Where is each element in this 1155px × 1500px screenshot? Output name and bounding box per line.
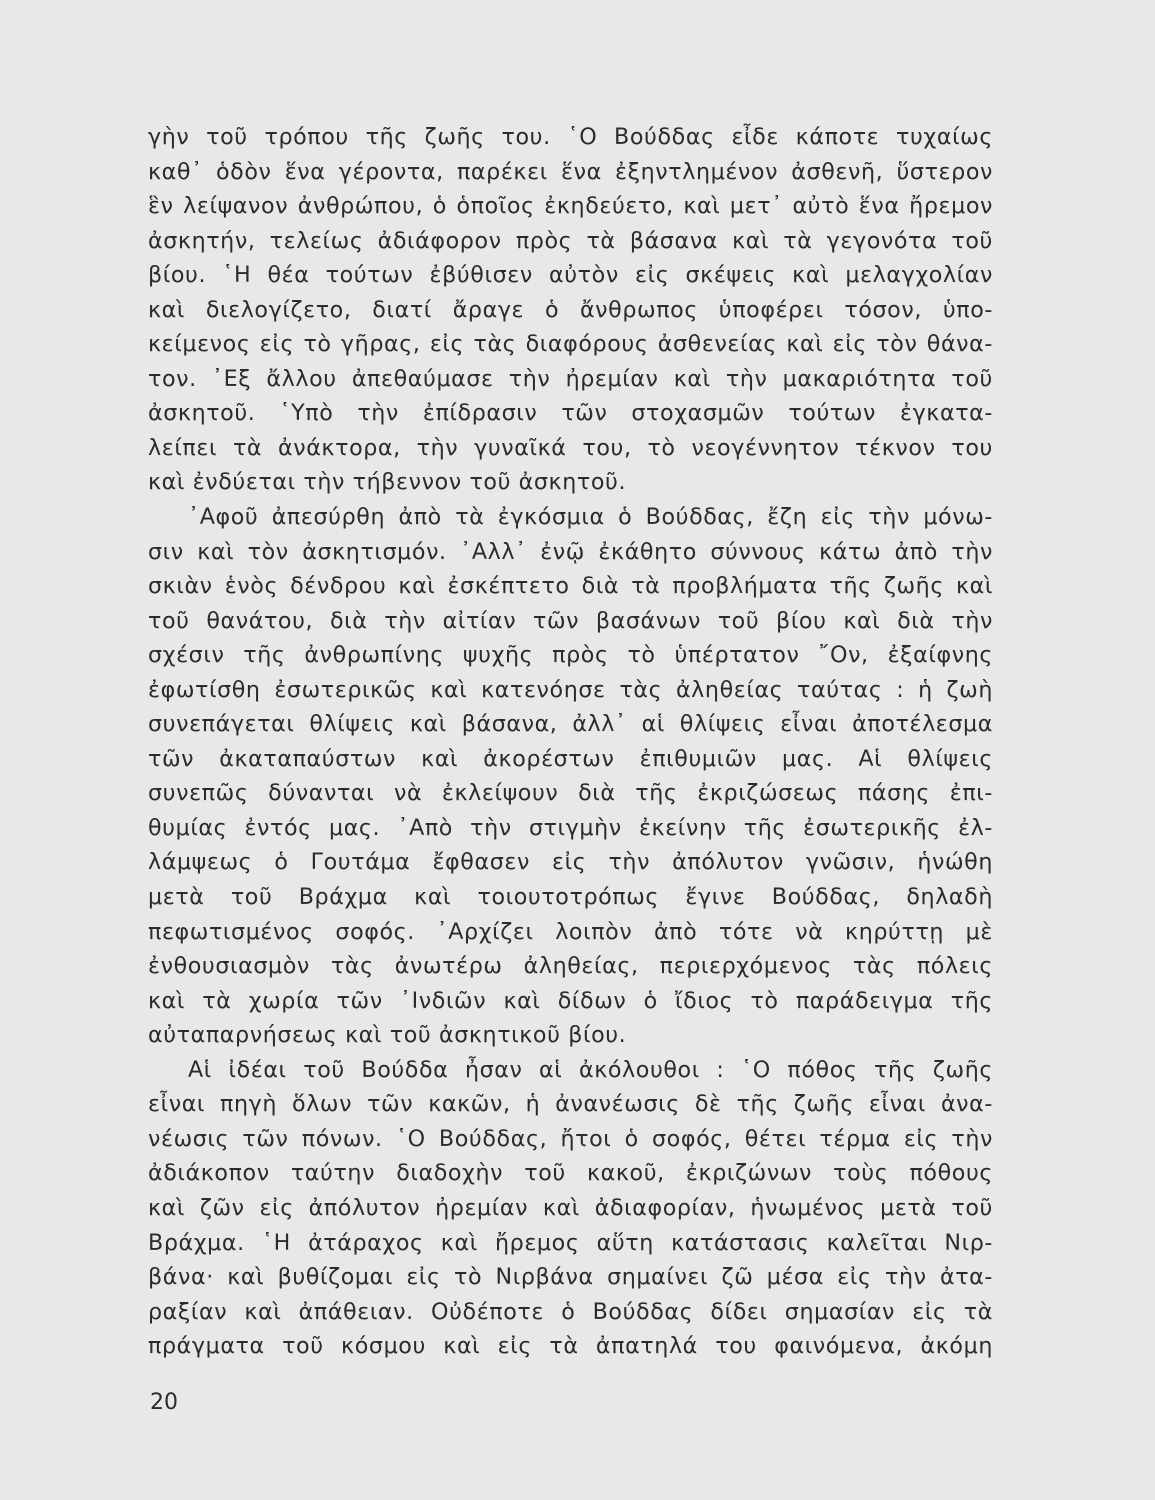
text-line: ἀσκητήν, τελείως ἀδιάφορον πρὸς τὰ βάσανα καὶ τὰ γεγονότα τοῦ: [148, 227, 993, 254]
text-line: καὶ τὰ χωρία τῶν ᾿Ινδιῶν καὶ δίδων ὁ ἴδιος τὸ παράδειγμα τῆς: [148, 987, 993, 1014]
text-line: ἀσκητοῦ. ῾Υπὸ τὴν ἐπίδρασιν τῶν στοχασμῶν τούτων ἐγκατα-: [148, 400, 993, 427]
text-line: καὶ ζῶν εἰς ἀπόλυτον ἠρεμίαν καὶ ἀδιαφορίαν, ἡνωμένος μετὰ τοῦ: [148, 1194, 993, 1221]
text-line: βίου. ῾Η θέα τούτων ἐβύθισεν αὐτὸν εἰς σκέψεις καὶ μελαγχολίαν: [148, 262, 993, 289]
text-line: ἓν λείψανον ἀνθρώπου, ὁ ὁποῖος ἐκηδεύετο, καὶ μετ᾿ αὐτὸ ἕνα ἤρεμον: [148, 193, 993, 220]
text-line: ἐνθουσιασμὸν τὰς ἀνωτέρω ἀληθείας, περιερχόμενος τὰς πόλεις: [148, 953, 993, 980]
text-line: καὶ ἐνδύεται τὴν τήβεννον τοῦ ἀσκητοῦ.: [148, 469, 627, 496]
page-number: 20: [150, 1390, 178, 1415]
text-line: λάμψεως ὁ Γουτάμα ἔφθασεν εἰς τὴν ἀπόλυτον γνῶσιν, ἡνώθη: [148, 849, 993, 876]
text-line: λείπει τὰ ἀνάκτορα, τὴν γυναῖκά του, τὸ νεογέννητον τέκνον του: [148, 434, 993, 461]
body-text: [148, 120, 993, 1364]
text-line: αὐταπαρνήσεως καὶ τοῦ ἀσκητικοῦ βίου.: [148, 1022, 627, 1049]
text-line: Βράχμα. ῾Η ἀτάραχος καὶ ἤρεμος αὕτη κατάστασις καλεῖται Νιρ-: [148, 1229, 993, 1256]
text-line: σιν καὶ τὸν ἀσκητισμόν. ᾿Αλλ᾿ ἐνῷ ἐκάθητο σύννους κάτω ἀπὸ τὴν: [148, 538, 993, 565]
text-line: καθ᾿ ὁδὸν ἕνα γέροντα, παρέκει ἕνα ἐξηντλημένον ἀσθενῆ, ὕστερον: [148, 158, 993, 185]
text-line: Αἱ ἰδέαι τοῦ Βούδδα ἦσαν αἱ ἀκόλουθοι : ῾Ο πόθος τῆς ζωῆς: [188, 1056, 993, 1083]
text-line: συνεπάγεται θλίψεις καὶ βάσανα, ἀλλ᾿ αἱ θλίψεις εἶναι ἀποτέλεσμα: [148, 711, 993, 738]
text-line: συνεπῶς δύνανται νὰ ἐκλείψουν διὰ τῆς ἐκριζώσεως πάσης ἐπι-: [148, 780, 993, 807]
text-line: ἀδιάκοπον ταύτην διαδοχὴν τοῦ κακοῦ, ἐκριζώνων τοὺς πόθους: [148, 1160, 993, 1187]
text-line: νέωσις τῶν πόνων. ῾Ο Βούδδας, ἤτοι ὁ σοφός, θέτει τέρμα εἰς τὴν: [148, 1125, 993, 1152]
text-line: τον. ᾿Εξ ἄλλου ἀπεθαύμασε τὴν ἠρεμίαν καὶ τὴν μακαριότητα τοῦ: [148, 365, 993, 392]
text-line: τοῦ θανάτου, διὰ τὴν αἰτίαν τῶν βασάνων τοῦ βίου καὶ διὰ τὴν: [148, 607, 993, 634]
text-line: ἐφωτίσθη ἐσωτερικῶς καὶ κατενόησε τὰς ἀληθείας ταύτας : ἡ ζωὴ: [148, 676, 993, 703]
text-line: ραξίαν καὶ ἀπάθειαν. Οὐδέποτε ὁ Βούδδας δίδει σημασίαν εἰς τὰ: [148, 1298, 993, 1325]
text-line: καὶ διελογίζετο, διατί ἄραγε ὁ ἄνθρωπος ὑποφέρει τόσον, ὑπο-: [148, 296, 993, 323]
text-line: πράγματα τοῦ κόσμου καὶ εἰς τὰ ἀπατηλά του φαινόμενα, ἀκόμη: [148, 1333, 993, 1360]
text-line: πεφωτισμένος σοφός. ᾿Αρχίζει λοιπὸν ἀπὸ τότε νὰ κηρύττῃ μὲ: [148, 918, 993, 945]
text-line: σκιὰν ἑνὸς δένδρου καὶ ἐσκέπτετο διὰ τὰ προβλήματα τῆς ζωῆς καὶ: [148, 573, 993, 600]
text-line: βάνα· καὶ βυθίζομαι εἰς τὸ Νιρβάνα σημαίνει ζῶ μέσα εἰς τὴν ἀτα-: [148, 1264, 993, 1291]
text-line: θυμίας ἐντός μας. ᾿Απὸ τὴν στιγμὴν ἐκείνην τῆς ἐσωτερικῆς ἐλ-: [148, 814, 993, 841]
text-line: τῶν ἀκαταπαύστων καὶ ἀκορέστων ἐπιθυμιῶν μας. Αἱ θλίψεις: [148, 745, 993, 772]
text-line: ᾿Αφοῦ ἀπεσύρθη ἀπὸ τὰ ἐγκόσμια ὁ Βούδδας, ἔζη εἰς τὴν μόνω-: [188, 504, 993, 531]
text-line: κείμενος εἰς τὸ γῆρας, εἰς τὰς διαφόρους ἀσθενείας καὶ εἰς τὸν θάνα-: [148, 331, 993, 358]
text-line: γὴν τοῦ τρόπου τῆς ζωῆς του. ῾Ο Βούδδας εἶδε κάποτε τυχαίως: [148, 124, 993, 150]
text-line: εἶναι πηγὴ ὅλων τῶν κακῶν, ἡ ἀνανέωσις δὲ τῆς ζωῆς εἶναι ἀνα-: [148, 1091, 993, 1118]
text-line: σχέσιν τῆς ἀνθρωπίνης ψυχῆς πρὸς τὸ ὑπέρτατον ῎Ον, ἐξαίφνης: [148, 642, 993, 669]
text-line: μετὰ τοῦ Βράχμα καὶ τοιουτοτρόπως ἔγινε Βούδδας, δηλαδὴ: [148, 884, 993, 911]
